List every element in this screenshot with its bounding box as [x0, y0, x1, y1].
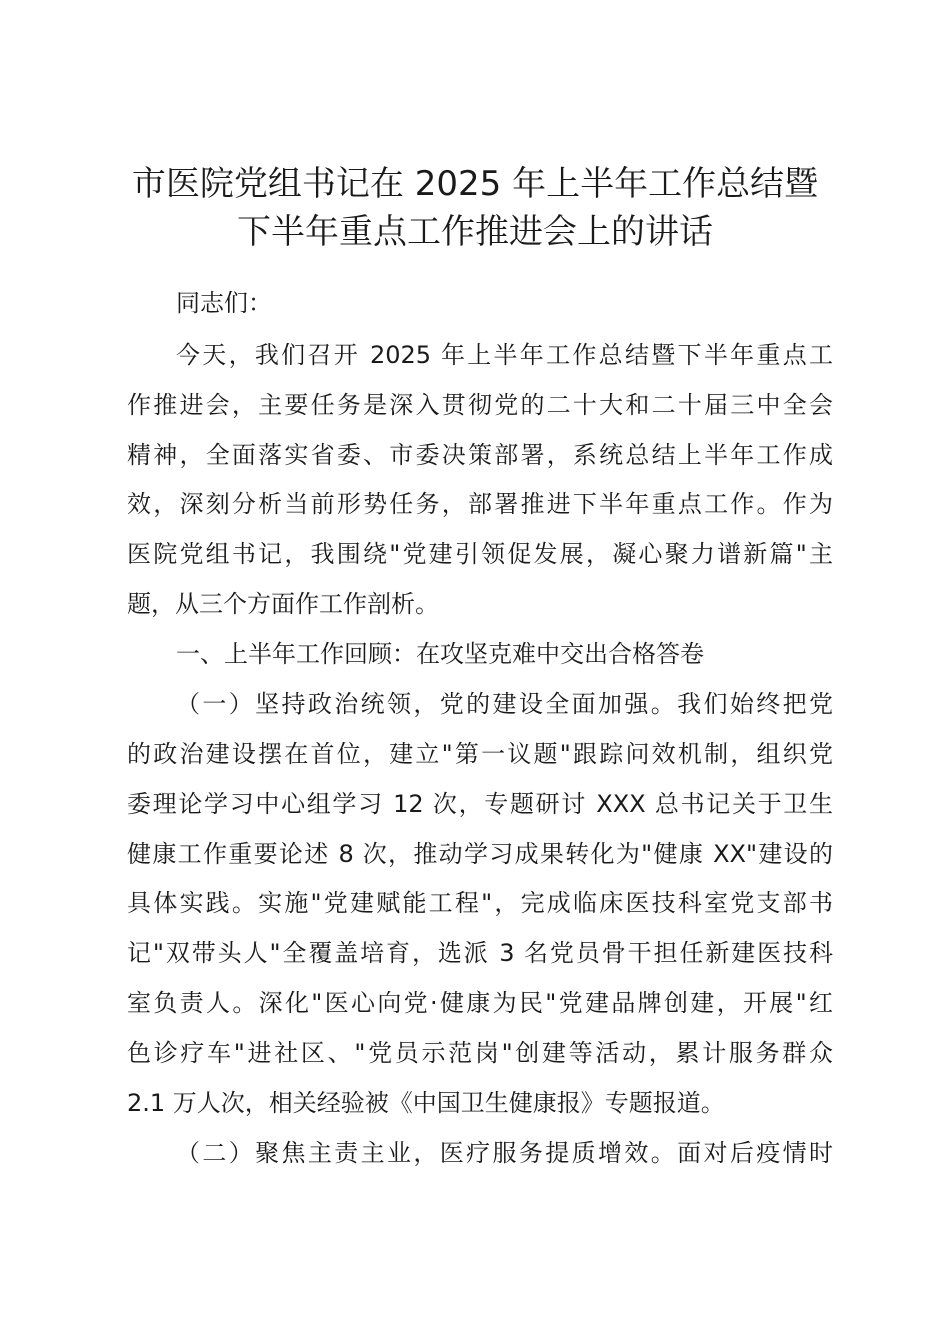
paragraph-line: （一）坚持政治统领，党的建设全面加强。我们始终把党 [176, 690, 833, 718]
paragraph-line: 色诊疗车"进社区、"党员示范岗"创建等活动，累计服务群众 [127, 1039, 833, 1067]
paragraph-line: 精神，全面落实省委、市委决策部署，系统总结上半年工作成 [127, 441, 833, 469]
paragraph-line: 题，从三个方面作工作剖析。 [127, 590, 439, 618]
document-title-line-1: 市医院党组书记在 2025 年上半年工作总结暨 [131, 164, 819, 204]
paragraph-line: 今天，我们召开 2025 年上半年工作总结暨下半年重点工 [176, 341, 833, 369]
document-title-line-2: 下半年重点工作推进会上的讲话 [237, 212, 713, 252]
paragraph-line: 室负责人。深化"医心向党·健康为民"党建品牌创建，开展"红 [127, 989, 833, 1017]
paragraph-line: 具体实践。实施"党建赋能工程"，完成临床医技科室党支部书 [127, 889, 833, 917]
paragraph-line: 作推进会，主要任务是深入贯彻党的二十大和二十届三中全会 [127, 391, 833, 419]
paragraph-line: 健康工作重要论述 8 次，推动学习成果转化为"健康 XX"建设的 [127, 840, 833, 868]
paragraph-line: 医院党组书记，我围绕"党建引领促发展，凝心聚力谱新篇"主 [127, 540, 833, 568]
paragraph-line: 2.1 万人次，相关经验被《中国卫生健康报》专题报道。 [127, 1089, 725, 1117]
paragraph-line: 的政治建设摆在首位，建立"第一议题"跟踪问效机制，组织党 [127, 740, 833, 768]
section-heading: 一、上半年工作回顾：在攻坚克难中交出合格答卷 [176, 640, 704, 668]
paragraph-line: 委理论学习中心组学习 12 次，专题研讨 XXX 总书记关于卫生 [127, 790, 833, 818]
paragraph-line: 效，深刻分析当前形势任务，部署推进下半年重点工作。作为 [127, 490, 833, 518]
salutation: 同志们： [176, 289, 272, 317]
paragraph-line: 记"双带头人"全覆盖培育，选派 3 名党员骨干担任新建医技科 [127, 939, 833, 967]
paragraph-line: （二）聚焦主责主业，医疗服务提质增效。面对后疫情时 [176, 1139, 833, 1167]
